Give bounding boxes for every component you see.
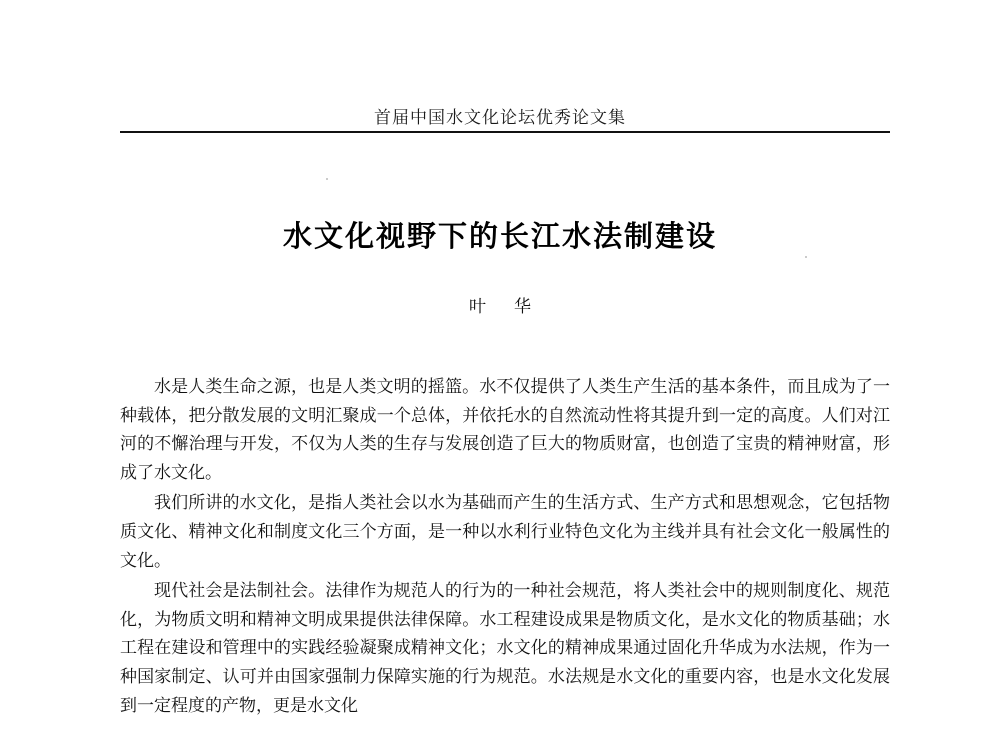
article-body <box>120 373 890 722</box>
body-paragraph: 我们所讲的水文化，是指人类社会以水为基础而产生的生活方式、生产方式和思想观念，它包括物质文化、精神文化和制度文化三个方面，是一种以水利行业特色文化为主线并具有社会文化一般属性的文化。 <box>120 493 890 571</box>
scan-speck <box>805 256 807 258</box>
running-header: 首届中国水文化论坛优秀论文集 <box>374 108 626 128</box>
article-author: 叶华 <box>469 297 559 317</box>
body-paragraph: 水是人类生命之源，也是人类文明的摇篮。水不仅提供了人类生产生活的基本条件，而且成为了一种载体，把分散发展的文明汇聚成一个总体，并依托水的自然流动性将其提升到一定的高度。人们对江河的不懈治理与开发，不仅为人类的生存与发展创造了巨大的物质财富，也创造了宝贵的精神财富，形成了水文化。 <box>120 377 890 483</box>
article-title: 水文化视野下的长江水法制建设 <box>282 219 717 253</box>
body-paragraph: 现代社会是法制社会。法律作为规范人的行为的一种社会规范，将人类社会中的规则制度化、规范化，为物质文明和精神文明成果提供法律保障。水工程建设成果是物质文化，是水文化的物质基础；水工程在建设和管理中的实践经验凝聚成精神文化；水文化的精神成果通过固化升华成为水法规，作为一种国家制定、认可并由国家强制力保障实施的行为规范。水法规是水文化的重要内容，也是水文化发展到一定程度的产物，更是水文化 <box>120 581 890 716</box>
scan-speck <box>326 178 328 180</box>
header-rule <box>120 131 890 133</box>
